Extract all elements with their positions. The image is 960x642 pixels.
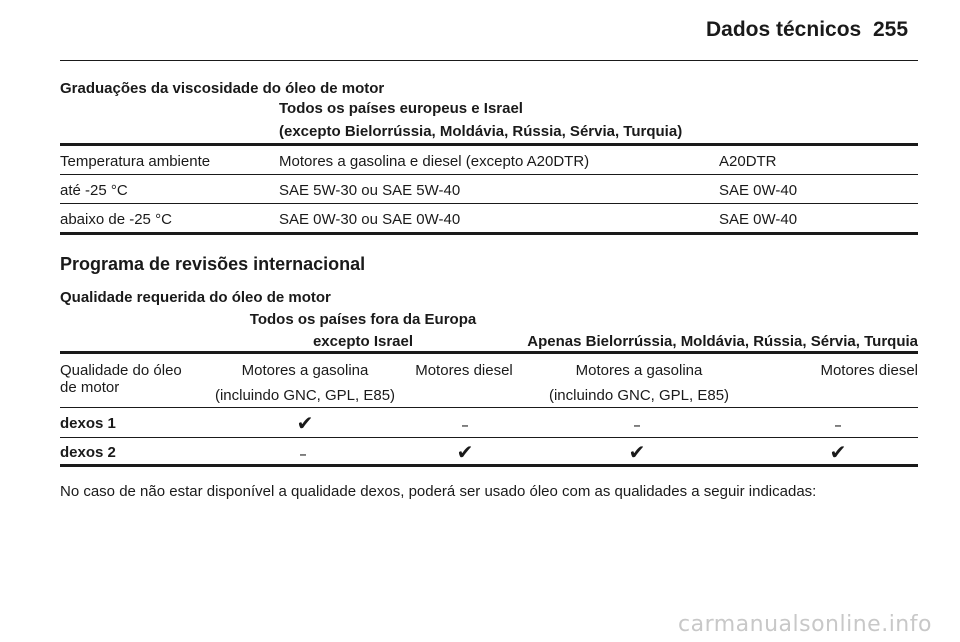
- viscosity-col-temp: Temperatura ambiente: [60, 153, 211, 170]
- program-group1-line1: Todos os países fora da Europa: [249, 311, 477, 328]
- program-title: Programa de revisões internacional: [60, 254, 366, 274]
- col-diesel1: Motores diesel: [415, 362, 513, 379]
- dexos1-gas1-check-icon: ✔: [296, 411, 314, 435]
- viscosity-row1-a20dtr: SAE 0W-40: [719, 182, 798, 199]
- col-gas1-line1: Motores a gasolina: [241, 362, 369, 379]
- program-rule-bottom: [60, 464, 918, 467]
- viscosity-group-line1: Todos os países europeus e Israel: [279, 100, 523, 117]
- watermark: carmanualsonline.info: [678, 612, 932, 637]
- program-rule-2: [60, 437, 918, 438]
- viscosity-rule-top: [60, 143, 918, 146]
- program-note: No caso de não estar disponível a qualidade dexos, poderá ser usado óleo com as qualidades a seguir indicadas:: [60, 483, 817, 500]
- viscosity-col-a20dtr: A20DTR: [719, 153, 777, 170]
- dexos2-diesel1-check-icon: ✔: [456, 440, 474, 464]
- viscosity-col-engines: Motores a gasolina e diesel (excepto A20DTR): [279, 153, 590, 170]
- viscosity-rule-bottom: [60, 232, 918, 235]
- viscosity-row2-a20dtr: SAE 0W-40: [719, 211, 798, 228]
- viscosity-row1-engines: SAE 5W-30 ou SAE 5W-40: [279, 182, 461, 199]
- viscosity-row2-engines: SAE 0W-30 ou SAE 0W-40: [279, 211, 461, 228]
- program-subtitle: Qualidade requerida do óleo de motor: [60, 289, 331, 306]
- viscosity-rule-1: [60, 174, 918, 175]
- col-gas2-line1: Motores a gasolina: [575, 362, 703, 379]
- dexos1-gas2-dash: –: [633, 416, 641, 434]
- page-number: 255: [873, 18, 909, 41]
- dexos2-label: dexos 2: [60, 444, 116, 461]
- col-gas2-line2: (incluindo GNC, GPL, E85): [548, 387, 730, 404]
- section-title: Dados técnicos: [706, 18, 862, 41]
- viscosity-row1-temp: até -25 °C: [60, 182, 128, 199]
- dexos2-gas1-dash: –: [299, 445, 307, 463]
- dexos2-diesel2-check-icon: ✔: [829, 440, 847, 464]
- viscosity-title: Graduações da viscosidade do óleo de motor: [60, 80, 385, 97]
- dexos2-gas2-check-icon: ✔: [628, 440, 646, 464]
- program-rule-1: [60, 407, 918, 408]
- program-group1-line2: excepto Israel: [312, 333, 414, 350]
- quality-label-line2: de motor: [60, 379, 120, 396]
- quality-label-line1: Qualidade do óleo: [60, 362, 182, 379]
- viscosity-rule-2: [60, 203, 918, 204]
- dexos1-diesel1-dash: –: [461, 416, 469, 434]
- viscosity-group-line2: (excepto Bielorrússia, Moldávia, Rússia, Sérvia, Turquia): [279, 123, 683, 140]
- dexos1-label: dexos 1: [60, 415, 116, 432]
- header-rule: [60, 60, 918, 61]
- col-diesel2: Motores diesel: [820, 362, 918, 379]
- program-group2: Apenas Bielorrússia, Moldávia, Rússia, Sérvia, Turquia: [527, 333, 918, 350]
- viscosity-row2-temp: abaixo de -25 °C: [60, 211, 172, 228]
- dexos1-diesel2-dash: –: [834, 416, 842, 434]
- col-gas1-line2: (incluindo GNC, GPL, E85): [214, 387, 396, 404]
- program-rule-top: [60, 351, 918, 354]
